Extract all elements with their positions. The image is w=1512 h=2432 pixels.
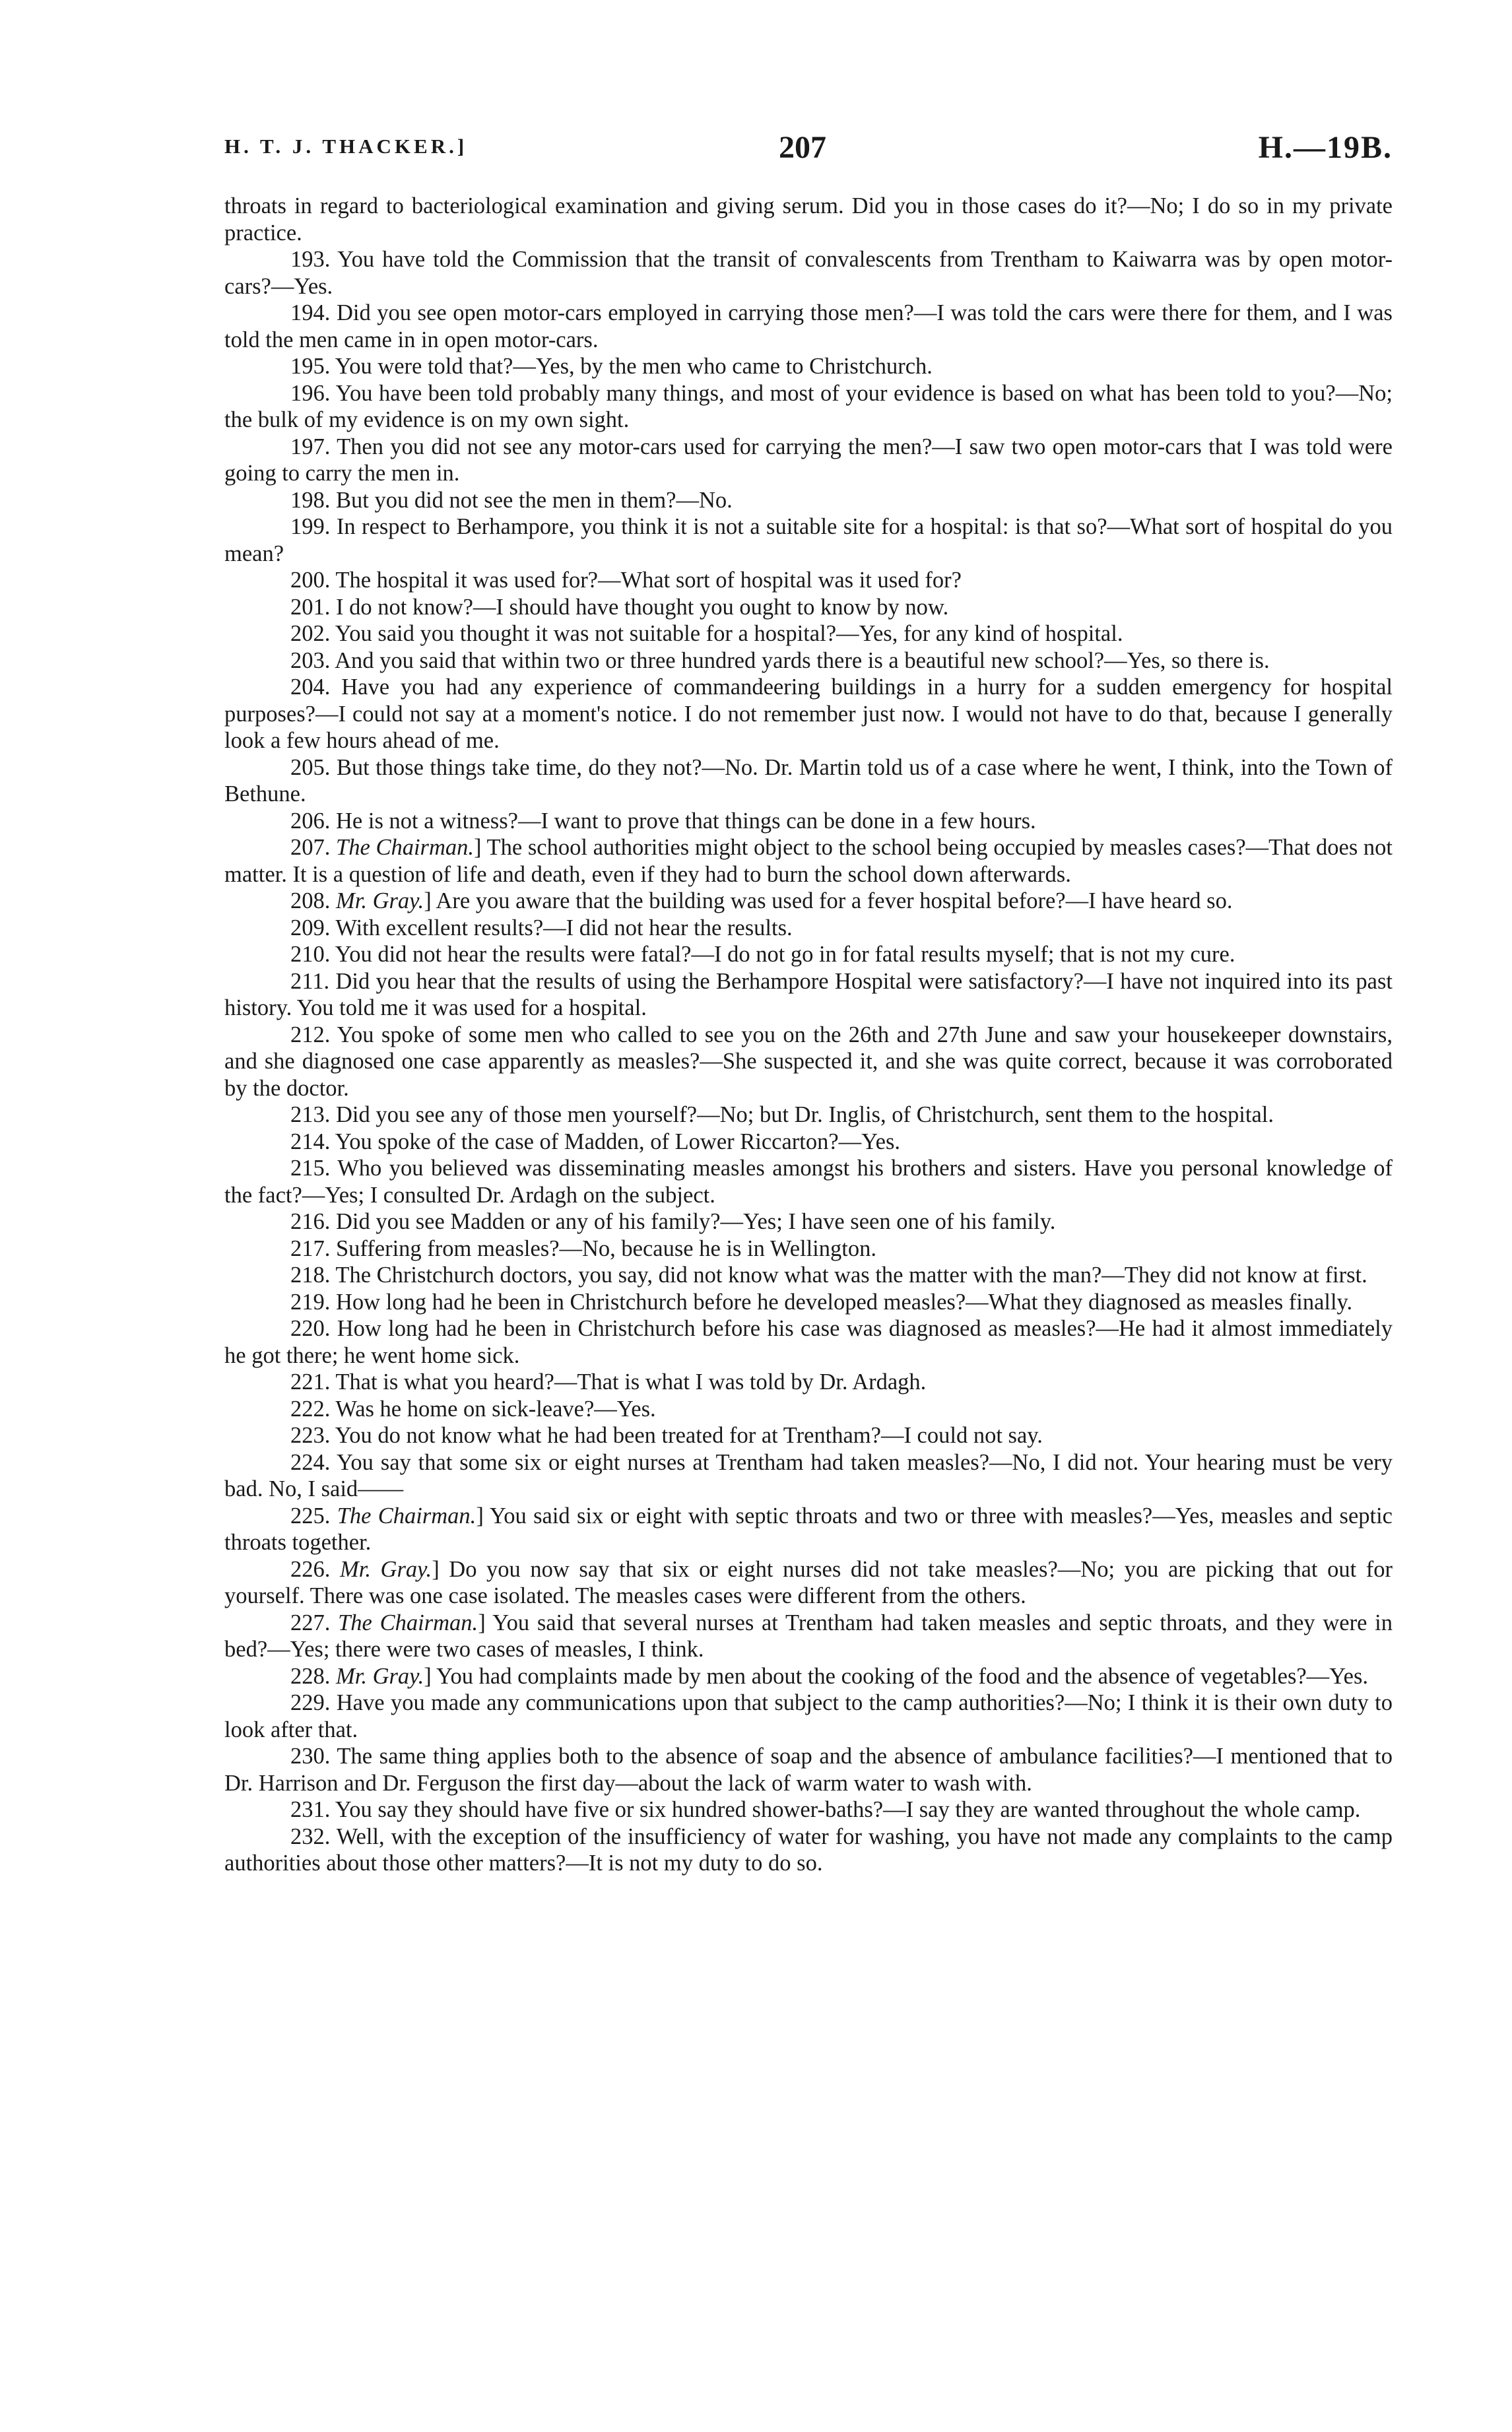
- question-answer-text: Suffering from measles?—No, because he is in Wellington.: [336, 1235, 876, 1261]
- question-answer-text: Who you believed was disseminating measles amongst his brothers and sisters. Have you personal knowledge of the fact?—Yes; I consulted Dr. Ardagh on the subject.: [224, 1156, 1393, 1208]
- question-number: 231.: [290, 1797, 335, 1822]
- question-answer-text: You say they should have five or six hundred shower-baths?—I say they are wanted throughout the whole camp.: [335, 1797, 1361, 1822]
- testimony-paragraph: [224, 674, 1393, 754]
- question-number: 202.: [290, 621, 335, 646]
- question-number: 227.: [290, 1610, 339, 1635]
- testimony-paragraph: [224, 1663, 1393, 1690]
- question-number: 222.: [290, 1396, 336, 1422]
- question-answer-text: That is what you heard?—That is what I was told by Dr. Ardagh.: [335, 1369, 927, 1395]
- testimony-paragraph: [224, 941, 1393, 968]
- question-answer-text: And you said that within two or three hundred yards there is a beautiful new school?—Yes, so there is.: [335, 647, 1270, 673]
- testimony-paragraph: [224, 513, 1393, 567]
- question-answer-text: He is not a witness?—I want to prove that things can be done in a few hours.: [336, 808, 1036, 834]
- question-answer-text: The Christchurch doctors, you say, did not know what was the matter with the man?—They did not know at first.: [335, 1263, 1367, 1288]
- testimony-paragraph: [224, 915, 1393, 942]
- testimony-paragraph: [224, 1262, 1393, 1289]
- testimony-paragraph: [224, 968, 1393, 1022]
- question-answer-text: You do not know what he had been treated for at Trentham?—I could not say.: [335, 1423, 1043, 1448]
- testimony-paragraph: [224, 380, 1393, 434]
- question-number: 218.: [290, 1263, 336, 1288]
- testimony-paragraph: [224, 193, 1393, 246]
- question-number: 213.: [290, 1102, 336, 1127]
- question-number: 209.: [290, 915, 336, 940]
- question-number: 221.: [290, 1369, 336, 1395]
- question-answer-text: Did you hear that the results of using the Berhampore Hospital were satisfactory?—I have not inquired into its past history. You told me it was used for a hospital.: [224, 968, 1393, 1020]
- question-number: 211.: [290, 968, 336, 994]
- speaker-name: Mr. Gray.: [339, 1556, 432, 1582]
- speaker-name: Mr. Gray.: [336, 1663, 424, 1689]
- question-number: 212.: [290, 1022, 337, 1047]
- question-answer-text: You spoke of some men who called to see you on the 26th and 27th June and saw your housekeeper downstairs, and she diagnosed one case apparently as measles?—She suspected it, and she was quite correct, because it was corroborated by the doctor.: [224, 1022, 1393, 1101]
- testimony-paragraph: [224, 567, 1393, 594]
- testimony-paragraph: [224, 353, 1393, 380]
- question-answer-text: You spoke of the case of Madden, of Lower Riccarton?—Yes.: [335, 1129, 901, 1154]
- testimony-paragraph: [224, 1449, 1393, 1503]
- question-number: 219.: [290, 1289, 336, 1315]
- testimony-paragraph: [224, 1690, 1393, 1743]
- speaker-name: Mr. Gray.: [336, 888, 424, 913]
- question-number: 207.: [290, 835, 337, 860]
- testimony-paragraph: [224, 1129, 1393, 1156]
- testimony-paragraph: [224, 594, 1393, 621]
- question-number: 216.: [290, 1209, 336, 1234]
- testimony-paragraph: [224, 1289, 1393, 1316]
- testimony-paragraph: [224, 1101, 1393, 1129]
- question-number: 208.: [290, 888, 336, 913]
- question-number: 215.: [290, 1156, 338, 1181]
- question-number: 232.: [290, 1824, 337, 1849]
- testimony-paragraph: [224, 1503, 1393, 1556]
- question-answer-text: ] You said that several nurses at Trentham had taken measles and septic throats, and they were in bed?—Yes; there were two cases of measles, I think.: [224, 1610, 1393, 1662]
- question-number: 196.: [290, 380, 336, 406]
- testimony-paragraph: [224, 1208, 1393, 1235]
- question-number: 201.: [290, 594, 336, 620]
- question-number: 205.: [290, 754, 337, 780]
- testimony-paragraph: [224, 1796, 1393, 1824]
- question-answer-text: Did you see open motor-cars employed in carrying those men?—I was told the cars were there for them, and I was told the men came in in open motor-cars.: [224, 300, 1393, 352]
- question-answer-text: throats in regard to bacteriological examination and giving serum. Did you in those cases do it?—No; I do so in my private practice.: [224, 193, 1393, 246]
- witness-name-header: H. T. J. THACKER.]: [224, 135, 468, 158]
- testimony-paragraph: [224, 1022, 1393, 1102]
- question-number: 217.: [290, 1235, 336, 1261]
- question-answer-text: With excellent results?—I did not hear the results.: [335, 915, 793, 940]
- question-number: 194.: [290, 300, 337, 325]
- testimony-paragraph: [224, 1369, 1393, 1396]
- question-answer-text: How long had he been in Christchurch before he developed measles?—What they diagnosed as measles finally.: [336, 1289, 1353, 1315]
- question-answer-text: Then you did not see any motor-cars used for carrying the men?—I saw two open motor-cars that I was told were going to carry the men in.: [224, 434, 1393, 486]
- testimony-paragraph: [224, 1155, 1393, 1208]
- testimony-paragraph: [224, 1610, 1393, 1663]
- testimony-paragraph: [224, 434, 1393, 487]
- question-answer-text: You have been told probably many things, and most of your evidence is based on what has been told to you?—No; the bulk of my evidence is on my own sight.: [224, 380, 1393, 432]
- testimony-paragraph: [224, 754, 1393, 808]
- testimony-paragraph: [224, 1235, 1393, 1263]
- testimony-paragraph: [224, 888, 1393, 915]
- page-number: 207: [779, 130, 826, 165]
- question-answer-text: Have you made any communications upon that subject to the camp authorities?—No; I think it is their own duty to look after that.: [224, 1690, 1393, 1742]
- testimony-paragraph: [224, 620, 1393, 647]
- question-answer-text: In respect to Berhampore, you think it is not a suitable site for a hospital: is that so?—What sort of hospital do you mean?: [224, 514, 1393, 566]
- question-number: 229.: [290, 1690, 337, 1715]
- testimony-paragraph: [224, 1743, 1393, 1796]
- testimony-text: [224, 193, 1393, 1877]
- testimony-paragraph: [224, 246, 1393, 300]
- question-answer-text: Did you see Madden or any of his family?—Yes; I have seen one of his family.: [336, 1209, 1056, 1234]
- question-answer-text: You said you thought it was not suitable for a hospital?—Yes, for any kind of hospital.: [335, 621, 1123, 646]
- question-number: 225.: [290, 1503, 337, 1528]
- question-answer-text: Was he home on sick-leave?—Yes.: [335, 1396, 656, 1422]
- question-answer-text: Have you had any experience of commandeering buildings in a hurry for a sudden emergency for hospital purposes?—I could not say at a moment's notice. I do not remember just now. I would not have to do that, because I generally look a few hours ahead of me.: [224, 674, 1393, 753]
- question-answer-text: You did not hear the results were fatal?—I do not go in for fatal results myself; that is not my cure.: [335, 942, 1235, 967]
- testimony-paragraph: [224, 1396, 1393, 1423]
- speaker-name: The Chairman.: [337, 1503, 477, 1528]
- question-number: 195.: [290, 354, 335, 379]
- question-number: 220.: [290, 1316, 337, 1341]
- question-answer-text: ] You had complaints made by men about the cooking of the food and the absence of vegetables?—Yes.: [424, 1663, 1369, 1689]
- question-answer-text: ] You said six or eight with septic throats and two or three with measles?—Yes, measles and septic throats together.: [224, 1503, 1393, 1555]
- testimony-paragraph: [224, 647, 1393, 674]
- question-number: 198.: [290, 487, 336, 513]
- testimony-paragraph: [224, 1824, 1393, 1877]
- speaker-name: The Chairman.: [336, 835, 475, 860]
- question-answer-text: Did you see any of those men yourself?—No; but Dr. Inglis, of Christchurch, sent them to the hospital.: [336, 1102, 1274, 1127]
- question-number: 199.: [290, 514, 337, 539]
- question-answer-text: The hospital it was used for?—What sort of hospital was it used for?: [335, 568, 962, 593]
- question-number: 226.: [290, 1556, 340, 1582]
- question-answer-text: ] The school authorities might object to the school being occupied by measles cases?—That does not matter. It is a question of life and death, even if they had to burn the school down afterwards.: [224, 835, 1393, 887]
- question-answer-text: How long had he been in Christchurch before his case was diagnosed as measles?—He had it almost immediately he got there; he went home sick.: [224, 1316, 1393, 1368]
- question-number: 224.: [290, 1449, 337, 1475]
- page-header: [224, 129, 1393, 169]
- question-answer-text: You have told the Commission that the transit of convalescents from Trentham to Kaiwarra was by open motor-cars?—Yes.: [224, 247, 1393, 299]
- testimony-paragraph: [224, 1315, 1393, 1369]
- question-number: 228.: [290, 1663, 336, 1689]
- question-number: 193.: [290, 247, 338, 272]
- question-answer-text: You were told that?—Yes, by the men who came to Christchurch.: [335, 354, 933, 379]
- testimony-paragraph: [224, 834, 1393, 888]
- question-number: 203.: [290, 647, 335, 673]
- paper-reference: H.—19B.: [1258, 130, 1393, 165]
- question-number: 223.: [290, 1423, 335, 1448]
- testimony-paragraph: [224, 487, 1393, 514]
- question-answer-text: ] Are you aware that the building was used for a fever hospital before?—I have heard so.: [424, 888, 1233, 913]
- question-number: 210.: [290, 942, 335, 967]
- question-number: 204.: [290, 674, 342, 700]
- testimony-paragraph: [224, 300, 1393, 353]
- question-number: 200.: [290, 568, 336, 593]
- question-number: 197.: [290, 434, 337, 459]
- question-number: 230.: [290, 1744, 337, 1769]
- question-answer-text: Well, with the exception of the insufficiency of water for washing, you have not made any complaints to the camp authorities about those other matters?—It is not my duty to do so.: [224, 1824, 1393, 1876]
- speaker-name: The Chairman.: [338, 1610, 478, 1635]
- testimony-paragraph: [224, 808, 1393, 835]
- testimony-paragraph: [224, 1556, 1393, 1610]
- testimony-paragraph: [224, 1422, 1393, 1449]
- question-answer-text: The same thing applies both to the absence of soap and the absence of ambulance facilities?—I mentioned that to Dr. Harrison and Dr. Ferguson the first day—about the lack of warm water to wash with.: [224, 1744, 1393, 1796]
- question-answer-text: I do not know?—I should have thought you ought to know by now.: [336, 594, 949, 620]
- question-number: 214.: [290, 1129, 335, 1154]
- question-answer-text: But you did not see the men in them?—No.: [336, 487, 733, 513]
- question-number: 206.: [290, 808, 336, 834]
- question-answer-text: You say that some six or eight nurses at Trentham had taken measles?—No, I did not. Your hearing must be very bad. No, I said——: [224, 1449, 1393, 1501]
- question-answer-text: But those things take time, do they not?—No. Dr. Martin told us of a case where he went, I think, into the Town of Bethune.: [224, 754, 1393, 806]
- question-answer-text: ] Do you now say that six or eight nurses did not take measles?—No; you are picking that out for yourself. There was one case isolated. The measles cases were different from the others.: [224, 1556, 1393, 1608]
